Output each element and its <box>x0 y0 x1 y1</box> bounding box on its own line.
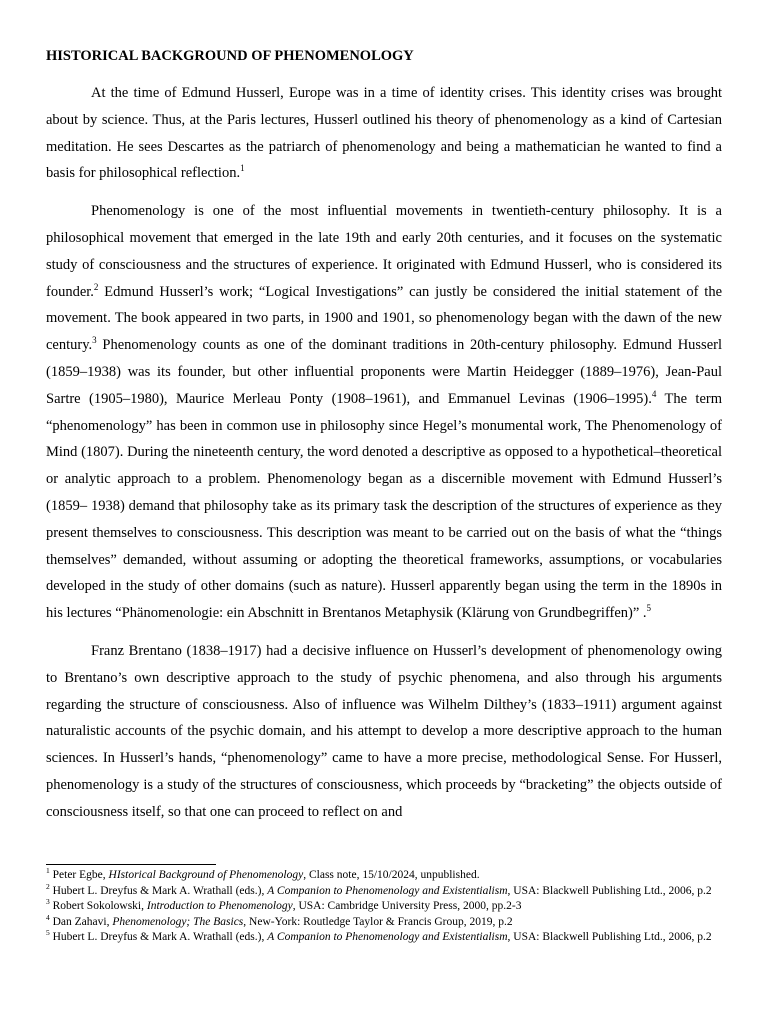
footnote-details: , New-York: Routledge Taylor & Francis Group, 2019, p.2 <box>243 915 513 928</box>
footnote-details: , Class note, 15/10/2024, unpublished. <box>303 869 480 881</box>
footnote-details: , USA: Cambridge University Press, 2000, pp.2-3 <box>292 900 522 912</box>
footnotes <box>46 868 722 946</box>
footnote-2 <box>46 881 722 900</box>
paragraph-2-text-c: Phenomenology counts as one of the dominant traditions in 20th-century philosophy. Edmund Husserl (1859–1938) was its founder, but other influential proponents were Martin Heidegger (1889–1976), Jean-Paul Sartre (1905–1980), Maurice Merleau Ponty (1908–1961), and Emmanuel Levinas (1906–1995). <box>46 337 722 407</box>
footnote-author: Dan Zahavi, <box>52 915 113 928</box>
paragraph-2-text-d: The term “phenomenology” has been in common use in philosophy since Hegel’s monumental work, The Phenomenology of Mind (1807). During the nineteenth century, the word denoted a descriptive as opposed to a hypothetical–theoretical or analytic approach to a problem. Phenomenology began as a discernible movement with Edmund Husserl’s (1859– 1938) demand that philosophy take as its primary task the description of the structures of experience as they present themselves to consciousness. This description was meant to be carried out on the basis of what the “things themselves” demanded, without assuming or adopting the theoretical frameworks, assumptions, or vocabularies developed in the study of other domains (such as nature). Husserl apparently began using the term in the 1890s in his lectures “Phänomenologie: ein Abschnitt in Brentanos Metaphysik (Klärung von Grundbegriffen)” . <box>46 390 722 622</box>
footnote-ref-5[interactable]: 5 <box>646 603 652 614</box>
footnote-ref-4[interactable]: 4 <box>651 388 657 399</box>
paragraph-3 <box>46 638 722 826</box>
document-page <box>46 46 722 837</box>
footnote-title: HIstorical Background of Phenomenology <box>108 869 304 881</box>
footnote-5 <box>46 930 722 946</box>
footnote-title: A Companion to Phenomenology and Existentialism <box>267 931 508 943</box>
footnote-ref-2[interactable]: 2 <box>93 281 99 292</box>
paragraph-3-text: Franz Brentano (1838–1917) had a decisive influence on Husserl’s development of phenomenology owing to Brentano’s own descriptive approach to the study of psychic phenomena, and also through his arguments regarding the structure of consciousness. Also of influence was Wilhelm Dilthey’s (1833–1911) argument against naturalistic accounts of the psychic domain, and his attempt to develop a more descriptive approach to the human sciences. In Husserl’s hands, “phenomenology” came to have a more precise, methodological Sense. For Husserl, phenomenology is a study of the structures of consciousness, which proceeds by “bracketing” the objects outside of consciousness itself, so that one can proceed to reflect on and <box>46 642 722 820</box>
paragraph-1 <box>46 80 722 187</box>
footnote-ref-1[interactable]: 1 <box>240 163 245 174</box>
section-heading: HISTORICAL BACKGROUND OF PHENOMENOLOGY <box>46 48 414 64</box>
footnote-title: Introduction to Phenomenology <box>146 900 293 912</box>
footnote-number: 2 <box>46 881 50 891</box>
footnote-title: Phenomenology; The Basics <box>112 915 244 928</box>
footnote-separator <box>46 864 216 865</box>
footnote-author: Hubert L. Dreyfus & Mark A. Wrathall (eds.), <box>52 884 268 897</box>
footnote-author: Robert Sokolowski, <box>52 900 147 912</box>
footnote-details: , USA: Blackwell Publishing Ltd., 2006, p.2 <box>507 884 712 897</box>
footnote-3 <box>46 899 722 915</box>
footnote-ref-3[interactable]: 3 <box>92 335 97 346</box>
footnote-number: 4 <box>46 912 50 922</box>
paragraph-2-text-b: Edmund Husserl’s work; “Logical Investigations” can justly be considered the initial statement of the movement. The book appeared in two parts, in 1900 and 1901, so phenomenology began with the dawn of the new century. <box>46 283 722 354</box>
footnote-author: Hubert L. Dreyfus & Mark A. Wrathall (eds.), <box>52 931 268 943</box>
paragraph-1-text: At the time of Edmund Husserl, Europe was in a time of identity crises. This identity crises was brought about by science. Thus, at the Paris lectures, Husserl outlined his theory of phenomenology as a kind of Cartesian meditation. He sees Descartes as the patriarch of phenomenology and being a mathematician he wanted to find a basis for philosophical reflection. <box>46 85 722 182</box>
footnote-details: , USA: Blackwell Publishing Ltd., 2006, p.2 <box>507 931 712 943</box>
footnote-4 <box>46 912 722 931</box>
footnote-1 <box>46 868 722 884</box>
footnote-number: 3 <box>46 897 50 907</box>
footnote-number: 5 <box>46 928 50 938</box>
footnote-author: Peter Egbe, <box>52 869 109 881</box>
paragraph-2 <box>46 198 722 627</box>
footnote-number: 1 <box>46 866 50 876</box>
paragraph-2-text-a: Phenomenology is one of the most influential movements in twentieth-century philosophy. It is a philosophical movement that emerged in the late 19th and early 20th centuries, and it focuses on the systematic study of consciousness and the structures of experience. It originated with Edmund Husserl, who is considered its founder. <box>46 203 722 300</box>
footnote-title: A Companion to Phenomenology and Existentialism <box>267 884 508 897</box>
